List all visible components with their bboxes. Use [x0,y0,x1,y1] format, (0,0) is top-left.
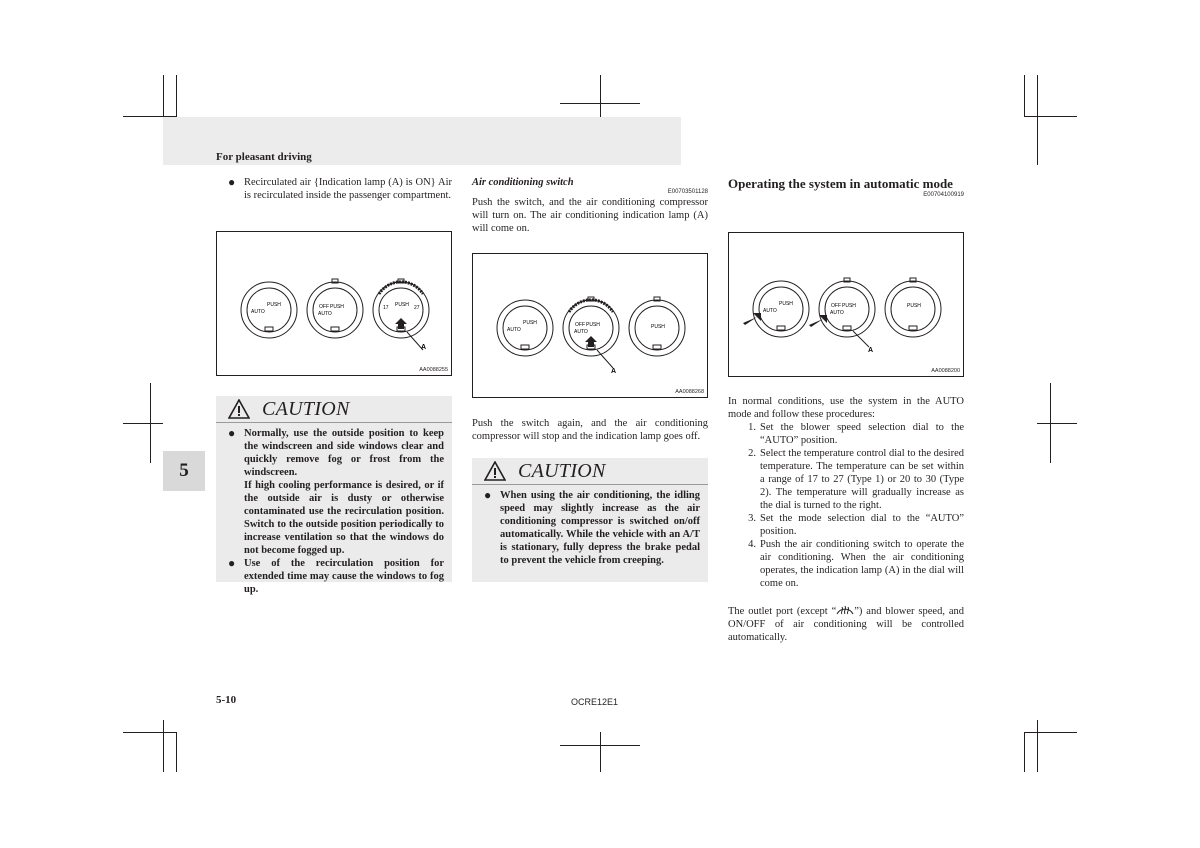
section-code: E00703501128 [667,189,708,195]
caution-title: CAUTION [262,397,350,420]
paragraph [728,605,964,644]
chapter-tab [163,451,205,491]
dial2-auto-label: AUTO [830,310,844,316]
dial3-push-label: PUSH [907,303,921,309]
dial2-off-label: OFF [319,304,329,310]
lamp-a-label: A [868,347,874,354]
step-text: Set the mode selection dial to the “AUTO” position. [760,513,964,537]
list-item [728,421,964,447]
warning-icon [228,399,250,419]
dial3-max-label: 27 [414,305,420,311]
dial1-auto-label: AUTO [763,308,777,314]
figure-code: AA0088200 [931,368,960,374]
list-item [728,447,964,512]
dial2-push-label: PUSH [842,303,856,309]
outro-text-start: The outlet port (except “ [728,606,837,617]
step-number: 2. [748,448,756,459]
right-procedure [728,395,964,590]
dial2-auto-label: AUTO [318,311,332,317]
figure-code: AA0088255 [419,367,448,373]
dial2-off-label: OFF [575,322,585,328]
dial3-push-label: PUSH [651,324,665,330]
middle-caution-box [472,458,708,582]
left-bullet-text: Recirculated air {Indication lamp (A) is ON} Air is recirculated inside the passenger compartment. [244,177,452,201]
dial1-push-label: PUSH [779,301,793,307]
section-heading: Operating the system in automatic mode [728,176,953,191]
bullet-icon: ● [484,488,492,502]
dial2-push-label: PUSH [586,322,600,328]
defroster-icon [836,605,854,615]
procedure-steps [728,421,964,590]
document-code: OCRE12E1 [571,697,619,707]
section-title: For pleasant driving [216,151,312,163]
dial1-push-label: PUSH [267,302,281,308]
step-text: Push the air conditioning switch to operate the air conditioning. When the air conditioning operates, the indication lamp (A) in the dial will come on. [760,539,964,589]
caution-item-1: Normally, use the outside position to keep the windscreen and side windows clear and quickly remove fog or frost from the windscreen. [244,428,444,478]
paragraph: Push the switch again, and the air conditioning compressor will stop and the indication lamp goes off. [472,418,708,442]
middle-text [472,176,708,235]
step-text: Set the blower speed selection dial to the “AUTO” position. [760,422,964,446]
caution-item-2: Use of the recirculation position for extended time may cause the windows to fog up. [244,558,444,595]
warning-icon [484,461,506,481]
figure-code: AA0088268 [675,389,704,395]
step-number: 1. [748,422,756,433]
caution-item-1: When using the air conditioning, the idling speed may slightly increase as the air conditioning compressor is switched on/off automatically. While the vehicle with an A/T is stationary, fully depress the brake pedal to prevent the vehicle from creeping. [500,490,700,566]
control-panel-illustration [473,254,707,397]
paragraph: In normal conditions, use the system in the AUTO mode and follow these procedures: [728,396,964,420]
bullet-icon: ● [228,426,236,440]
right-heading-block [728,176,964,199]
step-text: Select the temperature control dial to the desired temperature. The temperature can be set within a range of 17 to 27 (Type 1) or 20 to 30 (Type 2). The temperature will gradually increase as the dial is turned to the right. [760,448,964,511]
dial1-auto-label: AUTO [251,309,265,315]
caution-item-1-continued: If high cooling performance is desired, or if the outside air is dusty or otherwise contaminated use the recirculation position. Switch to the outside position periodically to increase ventilation so that the windows do not become fogged up. [244,480,444,556]
list-item [728,538,964,590]
dial3-push-label: PUSH [395,302,409,308]
section-code: E00704100919 [923,192,964,198]
step-number: 4. [748,539,756,550]
dial2-auto-label: AUTO [574,329,588,335]
paragraph: Push the switch, and the air conditioning compressor will turn on. The air conditioning indication lamp (A) will come on. [472,197,708,234]
right-figure [728,232,964,377]
caution-title: CAUTION [518,459,606,482]
middle-figure [472,253,708,398]
dial1-push-label: PUSH [523,320,537,326]
left-bullet [228,176,452,202]
outro-text-end: ”) and blower speed, and ON/OFF of air conditioning will be controlled automatically. [728,606,964,643]
lamp-a-label: A [611,368,617,375]
dial1-auto-label: AUTO [507,327,521,333]
dial3-min-label: 17 [383,305,389,311]
control-panel-illustration [217,232,451,375]
list-item [728,512,964,538]
lamp-a-label: A [421,344,427,351]
left-figure [216,231,452,376]
bullet-icon: ● [228,556,236,570]
chapter-number: 5 [179,460,189,481]
dial2-off-label: OFF [831,303,841,309]
control-panel-illustration [729,233,963,376]
bullet-icon: ● [228,175,236,189]
dial2-push-label: PUSH [330,304,344,310]
left-caution-box [216,396,452,595]
step-number: 3. [748,513,756,524]
page-number: 5-10 [216,694,237,706]
subsection-heading: Air conditioning switch [472,177,574,188]
